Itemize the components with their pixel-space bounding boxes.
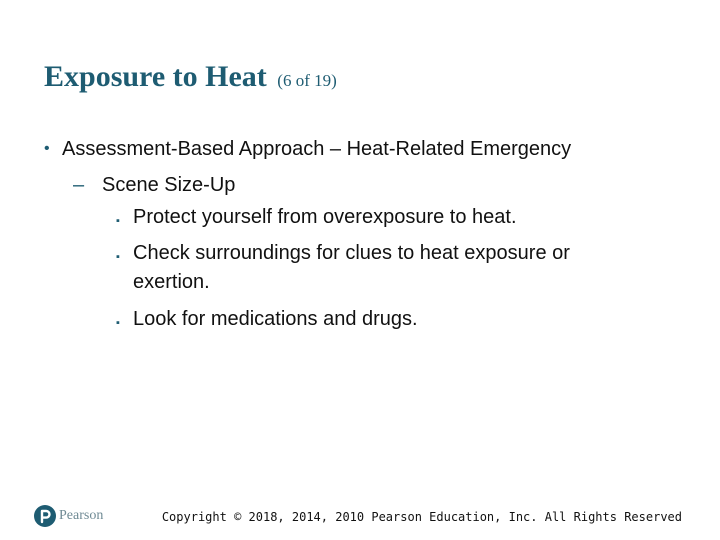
pearson-logo-text: Pearson (59, 508, 104, 523)
bullet-level3-3-text: Look for medications and drugs. (133, 308, 418, 330)
bullet-marker-level3-2: ▪ (116, 251, 120, 263)
bullet-level1-text: Assessment-Based Approach – Heat-Related Emergency (62, 138, 572, 160)
bullet-level3-2-text-line1: Check surroundings for clues to heat exposure or (133, 242, 570, 264)
pearson-logo-icon (34, 505, 56, 527)
bullet-marker-level3-3: ▪ (116, 317, 120, 329)
bullet-level2-text: Scene Size-Up (102, 174, 236, 196)
bullet-marker-level2: – (73, 174, 85, 196)
bullet-marker-level3-1: ▪ (116, 215, 120, 227)
slide-title-counter: (6 of 19) (277, 71, 337, 90)
copyright-notice: Copyright © 2018, 2014, 2010 Pearson Education, Inc. All Rights Reserved (161, 510, 682, 524)
bullet-marker-level1: • (44, 140, 50, 157)
bullet-level3-1-text: Protect yourself from overexposure to heat. (133, 206, 517, 228)
bullet-level3-2-text-line2: exertion. (133, 271, 210, 293)
slide-title-text: Exposure to Heat (44, 60, 267, 93)
slide-title (44, 58, 337, 100)
